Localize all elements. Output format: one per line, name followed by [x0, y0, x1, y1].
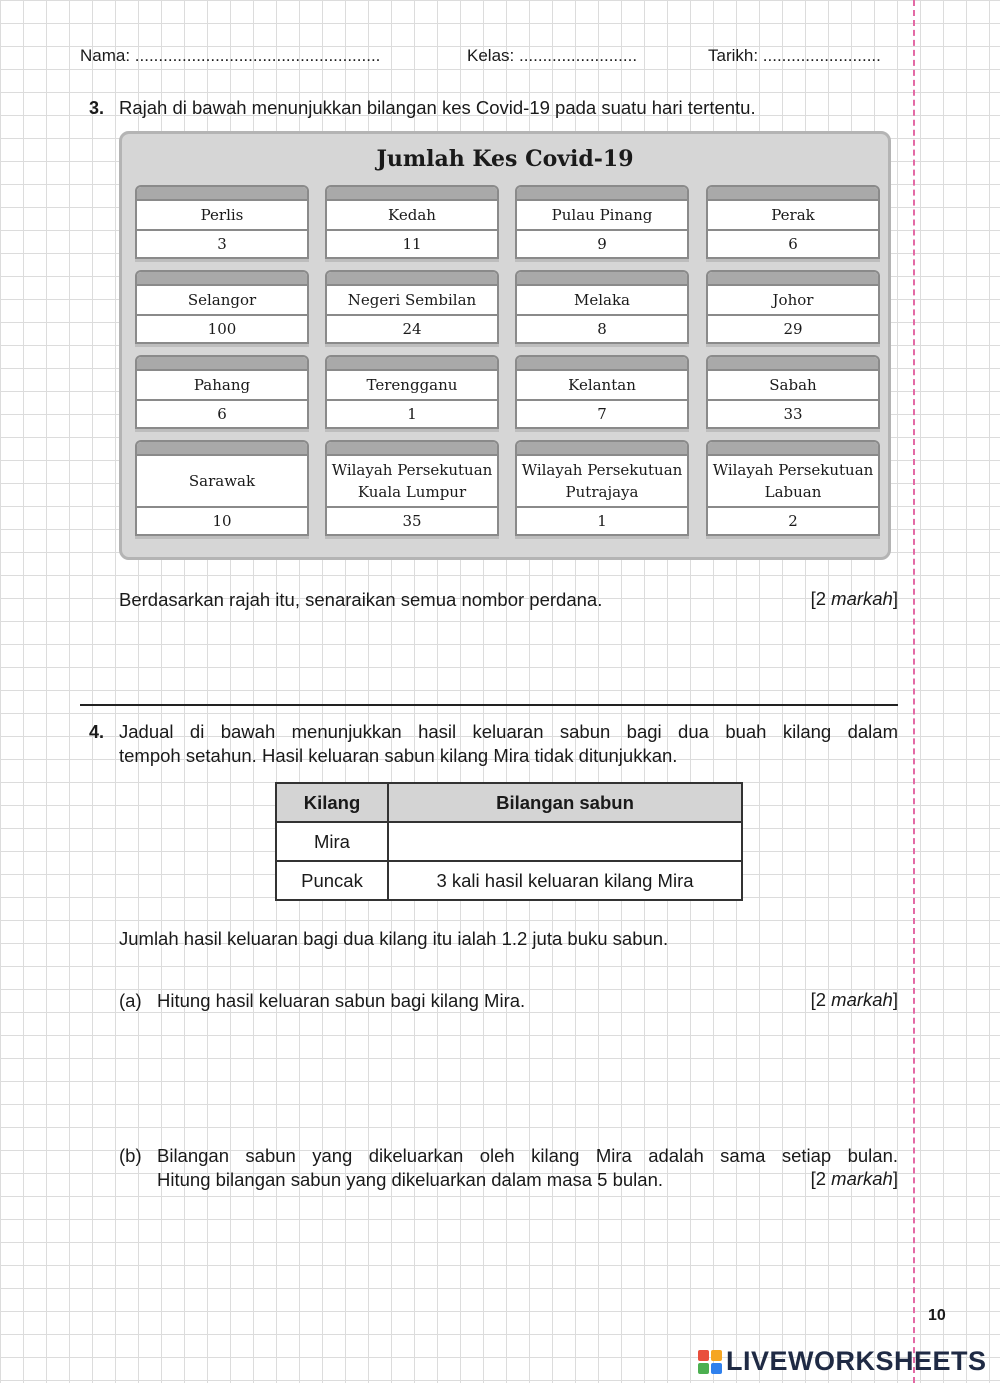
state-cases: 33: [708, 401, 878, 427]
state-cases: 1: [327, 401, 497, 427]
table-cell: Mira: [276, 822, 388, 861]
state-card: [515, 270, 689, 344]
state-card: [515, 440, 689, 536]
state-cases: 3: [137, 231, 307, 257]
table-row: [276, 822, 742, 861]
card-cap: [517, 187, 687, 201]
state-cases: 6: [708, 231, 878, 257]
card-cap: [708, 272, 878, 286]
table-header-kilang: Kilang: [276, 783, 388, 822]
liveworksheets-logo[interactable]: [698, 1346, 987, 1377]
soap-table: [275, 782, 743, 901]
part-a-label: (a): [119, 990, 142, 1011]
state-card: [706, 355, 880, 429]
state-card: [325, 355, 499, 429]
state-name: Perlis: [137, 201, 307, 231]
margin-line: [913, 0, 915, 1383]
table-header-row: [276, 783, 742, 822]
state-name: Melaka: [517, 286, 687, 316]
question-3-text: Rajah di bawah menunjukkan bilangan kes Covid-19 pada suatu hari tertentu.: [119, 97, 756, 118]
state-cases: 29: [708, 316, 878, 342]
state-card: [706, 185, 880, 259]
part-b-marks: [811, 1168, 898, 1190]
table-cell: 3 kali hasil keluaran kilang Mira: [388, 861, 742, 900]
part-a-marks: [811, 989, 898, 1011]
state-cases: 2: [708, 508, 878, 534]
logo-square: [711, 1350, 722, 1361]
state-name: Selangor: [137, 286, 307, 316]
part-b-label: (b): [119, 1145, 142, 1166]
card-cap: [137, 272, 307, 286]
state-cases: 35: [327, 508, 497, 534]
state-name: Negeri Sembilan: [327, 286, 497, 316]
state-card: [135, 185, 309, 259]
question-3-instruction: Berdasarkan rajah itu, senaraikan semua nombor perdana.: [119, 589, 603, 610]
covid-chart-panel: [119, 131, 891, 560]
section-divider: [80, 704, 898, 706]
state-name: Wilayah Persekutuan Labuan: [708, 456, 878, 508]
card-cap: [327, 272, 497, 286]
state-name: Kedah: [327, 201, 497, 231]
marks-open: [2: [810, 989, 832, 1010]
state-cases: 24: [327, 316, 497, 342]
table-header-bilangan: Bilangan sabun: [388, 783, 742, 822]
state-cases: 6: [137, 401, 307, 427]
kelas-field[interactable]: Kelas: .........................: [467, 46, 638, 65]
card-cap: [137, 187, 307, 201]
card-cap: [137, 442, 307, 456]
table-cell: [388, 822, 742, 861]
part-b-line1: Bilangan sabun yang dikeluarkan oleh kilang Mira adalah sama setiap bulan.: [157, 1145, 898, 1166]
card-cap: [327, 357, 497, 371]
state-cases: 7: [517, 401, 687, 427]
marks-word: markah: [831, 588, 893, 609]
card-cap: [137, 357, 307, 371]
state-card: [706, 270, 880, 344]
state-cases: 100: [137, 316, 307, 342]
state-cases: 1: [517, 508, 687, 534]
state-name: Pahang: [137, 371, 307, 401]
state-name: Wilayah Persekutuan Putrajaya: [517, 456, 687, 508]
logo-square: [711, 1363, 722, 1374]
state-cases: 10: [137, 508, 307, 534]
card-cap: [327, 442, 497, 456]
card-cap: [517, 272, 687, 286]
state-name: Terengganu: [327, 371, 497, 401]
logo-icon: [698, 1350, 722, 1374]
state-card: [706, 440, 880, 536]
part-b-line2: Hitung bilangan sabun yang dikeluarkan dalam masa 5 bulan.: [157, 1169, 664, 1190]
marks-word: markah: [831, 1168, 893, 1189]
card-cap: [327, 187, 497, 201]
question-4-text-line2: tempoh setahun. Hasil keluaran sabun kilang Mira tidak ditunjukkan.: [119, 745, 678, 766]
question-3-marks: [811, 588, 898, 610]
card-cap: [517, 357, 687, 371]
state-cases: 9: [517, 231, 687, 257]
tarikh-field[interactable]: Tarikh: .........................: [708, 46, 881, 65]
card-cap: [708, 442, 878, 456]
state-name: Pulau Pinang: [517, 201, 687, 231]
state-name: Sabah: [708, 371, 878, 401]
state-cases: 11: [327, 231, 497, 257]
state-card: [325, 185, 499, 259]
marks-word: markah: [831, 989, 893, 1010]
state-card: [135, 440, 309, 536]
state-name: Perak: [708, 201, 878, 231]
state-card: [515, 185, 689, 259]
state-card: [325, 440, 499, 536]
state-card: [515, 355, 689, 429]
state-name: Johor: [708, 286, 878, 316]
question-4-total: Jumlah hasil keluaran bagi dua kilang itu ialah 1.2 juta buku sabun.: [119, 928, 669, 949]
state-name: Wilayah Persekutuan Kuala Lumpur: [327, 456, 497, 508]
logo-text: LIVEWORKSHEETS: [726, 1346, 987, 1376]
card-cap: [708, 187, 878, 201]
card-cap: [708, 357, 878, 371]
state-card: [135, 270, 309, 344]
marks-close: ]: [892, 1168, 898, 1189]
state-cases: 8: [517, 316, 687, 342]
marks-open: [2: [810, 588, 832, 609]
page-number: 10: [928, 1307, 946, 1324]
state-name: Sarawak: [137, 456, 307, 508]
state-name: Kelantan: [517, 371, 687, 401]
question-4-text-line1: Jadual di bawah menunjukkan hasil keluaran sabun bagi dua buah kilang dalam: [119, 721, 898, 742]
marks-open: [2: [810, 1168, 832, 1189]
marks-close: ]: [892, 989, 898, 1010]
chart-title: Jumlah Kes Covid-19: [376, 146, 634, 172]
table-cell: Puncak: [276, 861, 388, 900]
state-card: [325, 270, 499, 344]
table-row: [276, 861, 742, 900]
logo-square: [698, 1363, 709, 1374]
question-3-number: 3.: [89, 98, 105, 118]
question-4-number: 4.: [89, 722, 105, 742]
state-card: [135, 355, 309, 429]
nama-field[interactable]: Nama: ....................................................: [80, 46, 381, 65]
logo-square: [698, 1350, 709, 1361]
card-cap: [517, 442, 687, 456]
marks-close: ]: [892, 588, 898, 609]
part-a-text: Hitung hasil keluaran sabun bagi kilang Mira.: [157, 990, 526, 1011]
